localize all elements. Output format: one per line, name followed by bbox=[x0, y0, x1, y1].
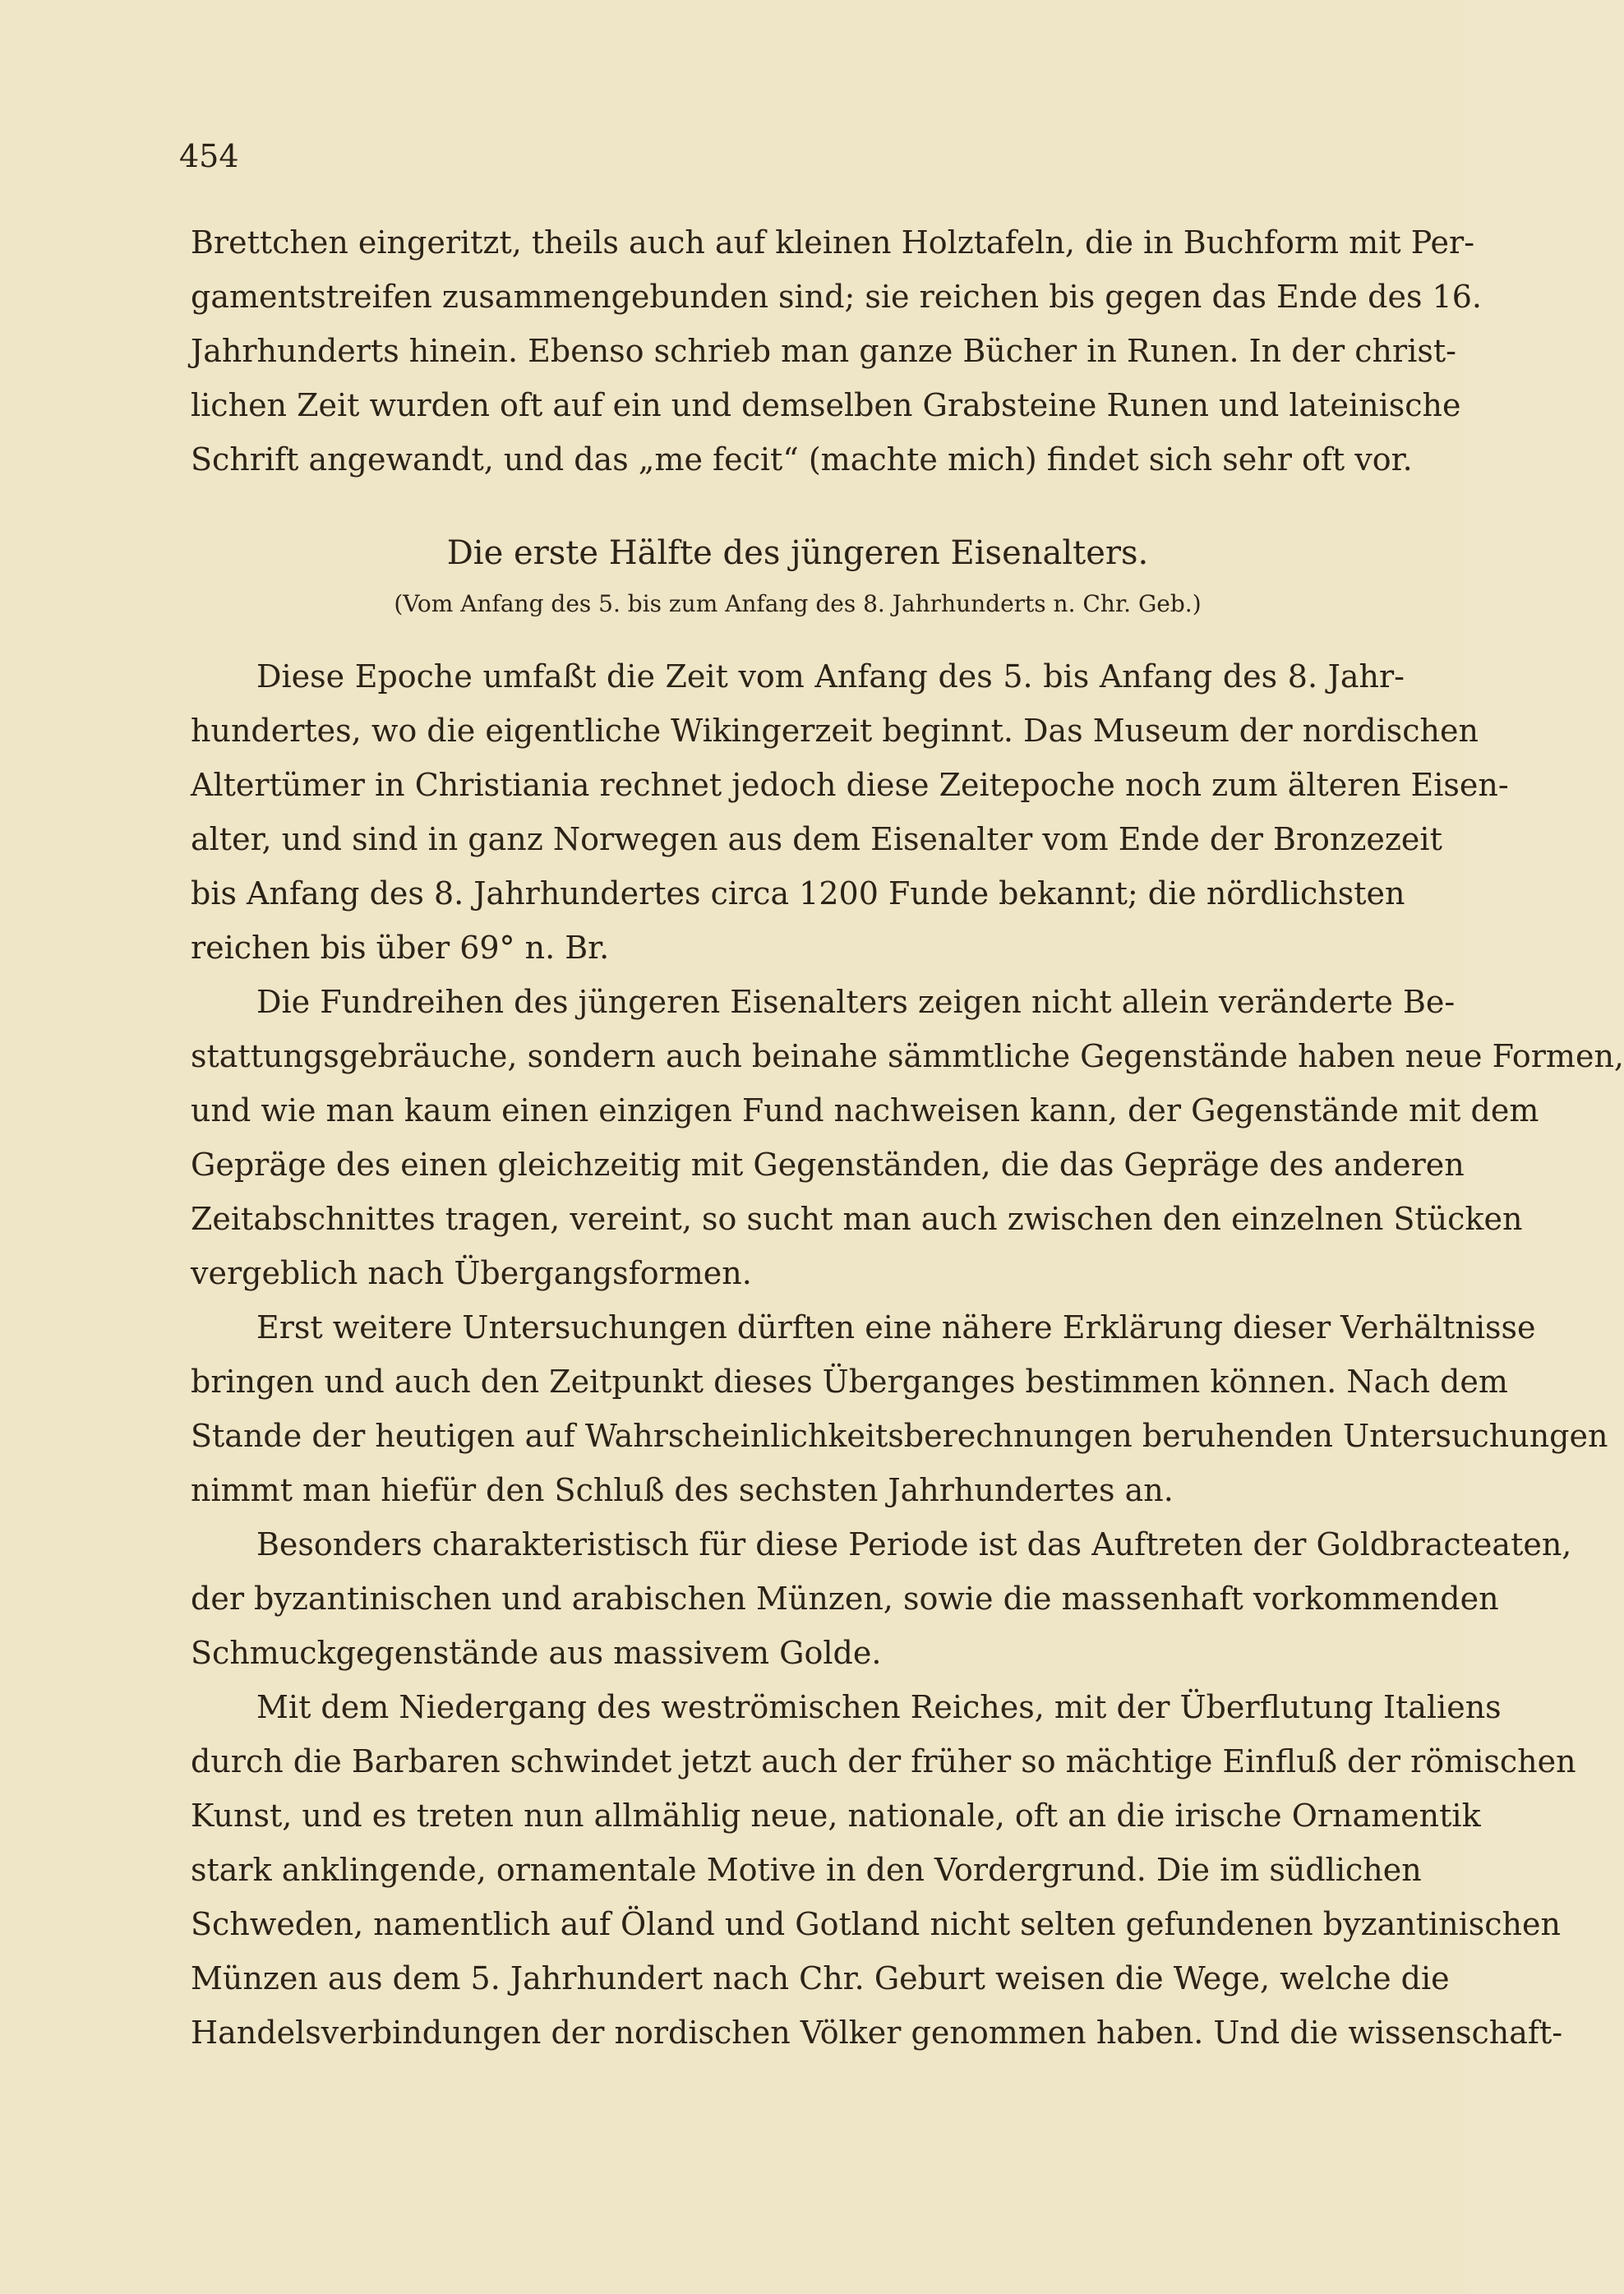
text-line: Die Fundreihen des jüngeren Eisenalters zeigen nicht allein veränderte Be- bbox=[256, 984, 1456, 1020]
text-line: vergeblich nach Übergangsformen. bbox=[191, 1255, 752, 1291]
page-number: 454 bbox=[179, 138, 239, 174]
text-line: Gepräge des einen gleichzeitig mit Gegenständen, die das Gepräge des anderen bbox=[191, 1147, 1465, 1183]
text-line: Schrift angewandt, und das „me fecit“ (machte mich) findet sich sehr oft vor. bbox=[191, 441, 1413, 478]
text-line: bis Anfang des 8. Jahrhundertes circa 1200 Funde bekannt; die nördlichsten bbox=[191, 875, 1405, 912]
text-line: und wie man kaum einen einzigen Fund nachweisen kann, der Gegenstände mit dem bbox=[191, 1092, 1539, 1129]
text-line: Kunst, und es treten nun allmählig neue, nationale, oft an die irische Ornamentik bbox=[191, 1798, 1481, 1834]
text-line: gamentstreifen zusammengebunden sind; sie reichen bis gegen das Ende des 16. bbox=[191, 279, 1482, 315]
text-line: Erst weitere Untersuchungen dürften eine nähere Erklärung dieser Verhältnisse bbox=[256, 1309, 1536, 1345]
section-heading: Die erste Hälfte des jüngeren Eisenalters. bbox=[446, 534, 1149, 572]
text-line: bringen und auch den Zeitpunkt dieses Überganges bestimmen können. Nach dem bbox=[191, 1364, 1508, 1400]
text-line: Mit dem Niedergang des weströmischen Reiches, mit der Überflutung Italiens bbox=[256, 1689, 1502, 1725]
text-line: alter, und sind in ganz Norwegen aus dem Eisenalter vom Ende der Bronzezeit bbox=[191, 821, 1442, 857]
text-line: reichen bis über 69° n. Br. bbox=[191, 930, 610, 966]
text-line: Altertümer in Christiania rechnet jedoch diese Zeitepoche noch zum älteren Eisen- bbox=[191, 767, 1509, 803]
text-line: Stande der heutigen auf Wahrscheinlichkeitsberechnungen beruhenden Untersuchungen bbox=[191, 1418, 1608, 1454]
text-line: Schmuckgegenstände aus massivem Golde. bbox=[191, 1635, 882, 1671]
text-line: Schweden, namentlich auf Öland und Gotland nicht selten gefundenen byzantinischen bbox=[191, 1906, 1561, 1942]
text-line: Besonders charakteristisch für diese Periode ist das Auftreten der Goldbracteaten, bbox=[256, 1526, 1572, 1562]
text-line: stattungsgebräuche, sondern auch beinahe sämmtliche Gegenstände haben neue Formen, bbox=[191, 1038, 1624, 1074]
section-body bbox=[191, 649, 1624, 2060]
text-line: Handelsverbindungen der nordischen Völker genommen haben. Und die wissenschaft- bbox=[191, 2015, 1563, 2051]
text-line: nimmt man hiefür den Schluß des sechsten Jahrhundertes an. bbox=[191, 1472, 1174, 1508]
text-line: Münzen aus dem 5. Jahrhundert nach Chr. Geburt weisen die Wege, welche die bbox=[191, 1960, 1450, 1996]
text-line: stark anklingende, ornamentale Motive in den Vordergrund. Die im südlichen bbox=[191, 1852, 1422, 1888]
section-subheading: (Vom Anfang des 5. bis zum Anfang des 8. Jahrhunderts n. Chr. Geb.) bbox=[394, 590, 1202, 617]
text-line: durch die Barbaren schwindet jetzt auch der früher so mächtige Einfluß der römischen bbox=[191, 1743, 1576, 1779]
intro-paragraph bbox=[191, 215, 1482, 487]
text-line: der byzantinischen und arabischen Münzen, sowie die massenhaft vorkommenden bbox=[191, 1581, 1499, 1617]
text-line: lichen Zeit wurden oft auf ein und demselben Grabsteine Runen und lateinische bbox=[191, 387, 1461, 423]
text-line: Jahrhunderts hinein. Ebenso schrieb man ganze Bücher in Runen. In der christ- bbox=[191, 333, 1456, 369]
text-line: Zeitabschnittes tragen, vereint, so sucht man auch zwischen den einzelnen Stücken bbox=[191, 1201, 1523, 1237]
text-line: Diese Epoche umfaßt die Zeit vom Anfang des 5. bis Anfang des 8. Jahr- bbox=[256, 658, 1405, 695]
text-line: Brettchen eingeritzt, theils auch auf kleinen Holztafeln, die in Buchform mit Per- bbox=[191, 224, 1475, 261]
text-line: hundertes, wo die eigentliche Wikingerzeit beginnt. Das Museum der nordischen bbox=[191, 713, 1479, 749]
